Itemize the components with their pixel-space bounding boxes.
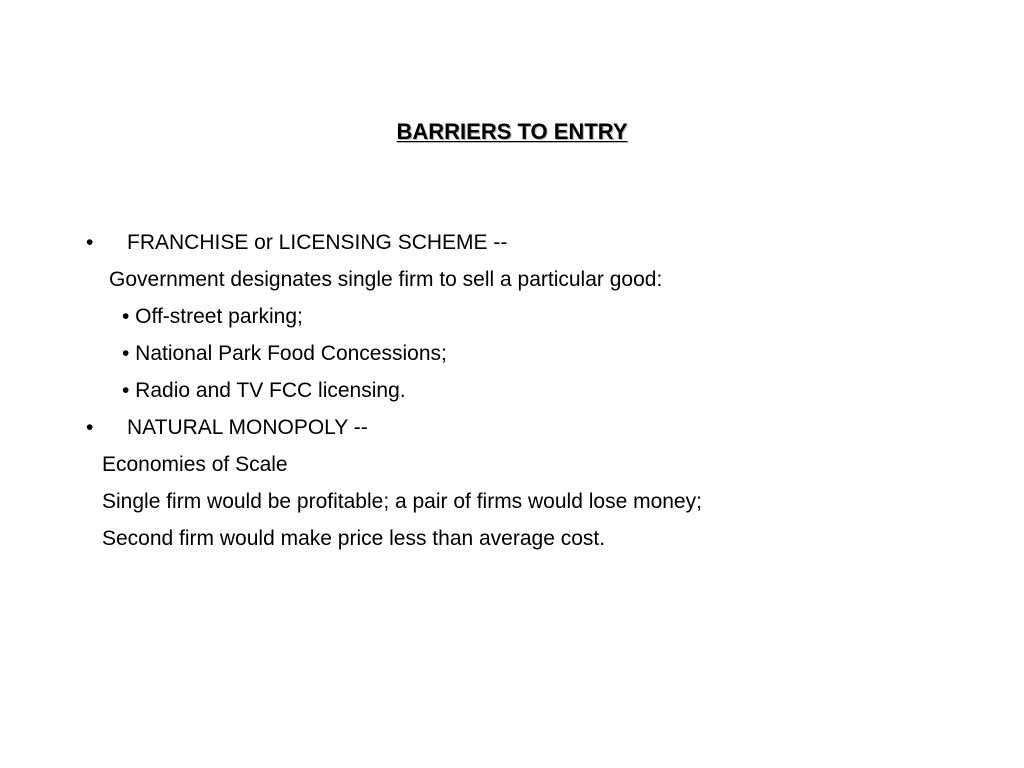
sub-bullet-item: • National Park Food Concessions; <box>122 342 447 365</box>
bullet-description: Government designates single firm to sell a particular good: <box>109 268 663 291</box>
bullet-icon: • <box>86 416 94 439</box>
bullet-detail-line: Economies of Scale <box>102 453 288 476</box>
bullet-detail-line: Single firm would be profitable; a pair of firms would lose money; <box>102 490 702 513</box>
bullet-heading-natural-monopoly: NATURAL MONOPOLY -- <box>127 416 368 439</box>
slide-title: BARRIERS TO ENTRY <box>396 119 628 144</box>
bullet-heading-franchise: FRANCHISE or LICENSING SCHEME -- <box>127 231 508 254</box>
bullet-icon: • <box>86 231 94 254</box>
sub-bullet-item: • Radio and TV FCC licensing. <box>122 379 406 402</box>
bullet-detail-line: Second firm would make price less than average cost. <box>102 527 606 550</box>
sub-bullet-item: • Off-street parking; <box>122 305 303 328</box>
